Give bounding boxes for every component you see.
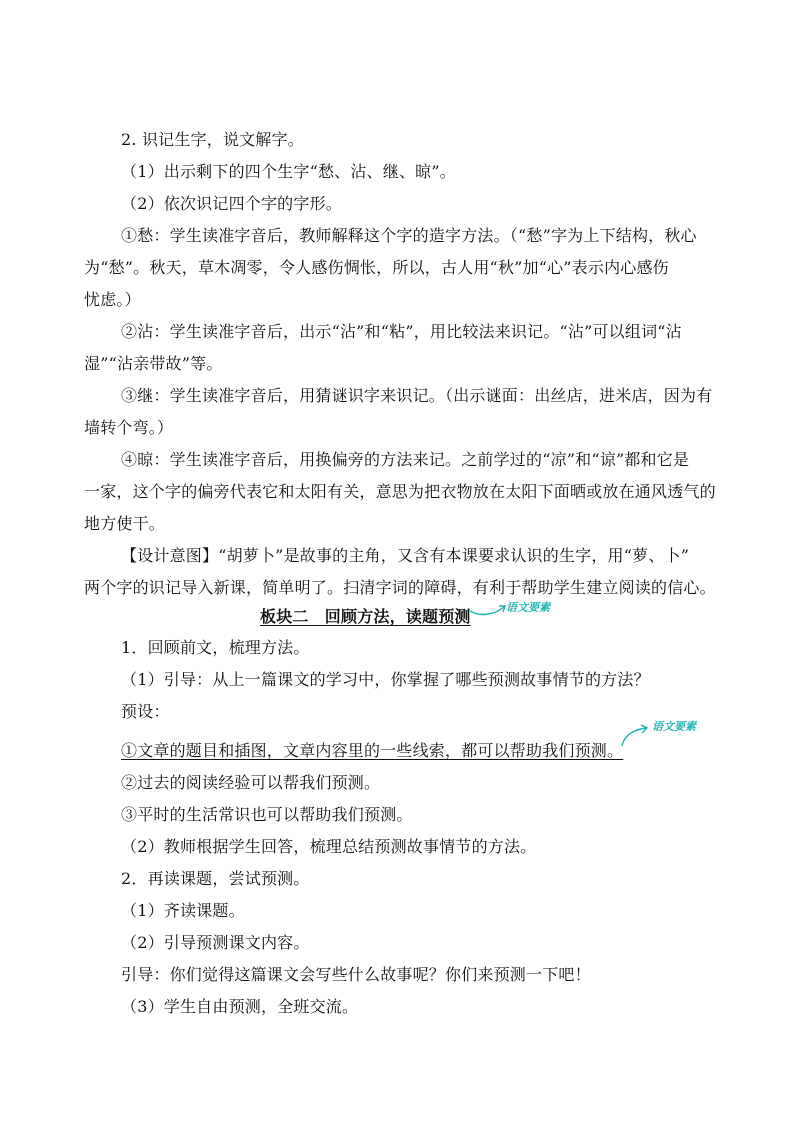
step-1-show-characters: （1）出示剩下的四个生字“愁、沾、继、晾”。	[121, 162, 456, 181]
preset-answer-1: ①文章的题目和插图，文章内容里的一些线索，都可以帮助我们预测。	[121, 741, 624, 760]
preset-element-tag: 语文要素	[652, 720, 696, 733]
design-intent-line-2: 两个字的识记导入新课，简单明了。扫清字词的障碍，有利于帮助学生建立阅读的信心。	[84, 578, 716, 597]
zhan-paragraph-line-1: ②沾：学生读准字音后，出示“沾”和“粘”，用比较法来识记。“沾”可以组词“沾	[121, 322, 682, 341]
ji-paragraph-line-2: 墙转个弯。）	[84, 418, 174, 437]
chou-paragraph-line-3: 忧虑。）	[84, 290, 141, 309]
read-title-step: （1）齐读课题。	[121, 901, 245, 920]
liang-paragraph-line-2: 一家，这个字的偏旁代表它和太阳有关，意思为把衣物放在太阳下面晒或放在通风透气的	[84, 482, 716, 501]
liang-paragraph-line-1: ④晾：学生读准字音后，用换偏旁的方法来记。之前学过的“凉”和“谅”都和它是	[121, 450, 690, 469]
liang-paragraph-line-3: 地方使干。	[84, 514, 166, 533]
teacher-summary: （2）教师根据学生回答，梳理总结预测故事情节的方法。	[121, 837, 537, 856]
reread-item-2: 2．再读课题，尝试预测。	[121, 869, 310, 888]
item-2-title: 2. 识记生字，说文解字。	[121, 130, 304, 149]
section-2-heading: 板块二 回顾方法，读题预测	[260, 607, 471, 626]
guide-question-1: （1）引导：从上一篇课文的学习中，你掌握了哪些预测故事情节的方法？	[121, 670, 650, 689]
free-prediction-step: （3）学生自由预测，全班交流。	[121, 997, 359, 1016]
step-2-memorize: （2）依次识记四个字的字形。	[121, 194, 342, 213]
heading-element-tag: 语文要素	[506, 601, 550, 614]
preset-label: 预设：	[121, 702, 170, 721]
guide-question-2: 引导：你们觉得这篇课文会写些什么故事呢？你们来预测一下吧！	[121, 965, 591, 984]
preset-answer-3: ③平时的生活常识也可以帮助我们预测。	[121, 805, 413, 824]
curved-arrow-icon	[470, 603, 510, 617]
zhan-paragraph-line-2: 湿”“沾亲带故”等。	[84, 354, 223, 373]
design-intent-line-1: 【设计意图】“胡萝卜”是故事的主角，又含有本课要求认识的生字，用“萝、卜”	[121, 546, 690, 565]
predict-content-step: （2）引导预测课文内容。	[121, 933, 310, 952]
preset-answer-2: ②过去的阅读经验可以帮我们预测。	[121, 773, 381, 792]
ji-paragraph-line-1: ③继：学生读准字音后，用猜谜识字来识记。（出示谜面：出丝店，进米店，因为有	[121, 386, 713, 405]
recall-item-1: 1．回顾前文，梳理方法。	[121, 638, 310, 657]
curved-arrow-icon	[620, 722, 650, 750]
chou-paragraph-line-1: ①愁：学生读准字音后，教师解释这个字的造字方法。（“愁”字为上下结构，秋心	[121, 226, 697, 245]
chou-paragraph-line-2: 为“愁”。秋天，草木凋零，令人感伤惆怅，所以，古人用“秋”加“心”表示内心感伤	[84, 258, 669, 277]
